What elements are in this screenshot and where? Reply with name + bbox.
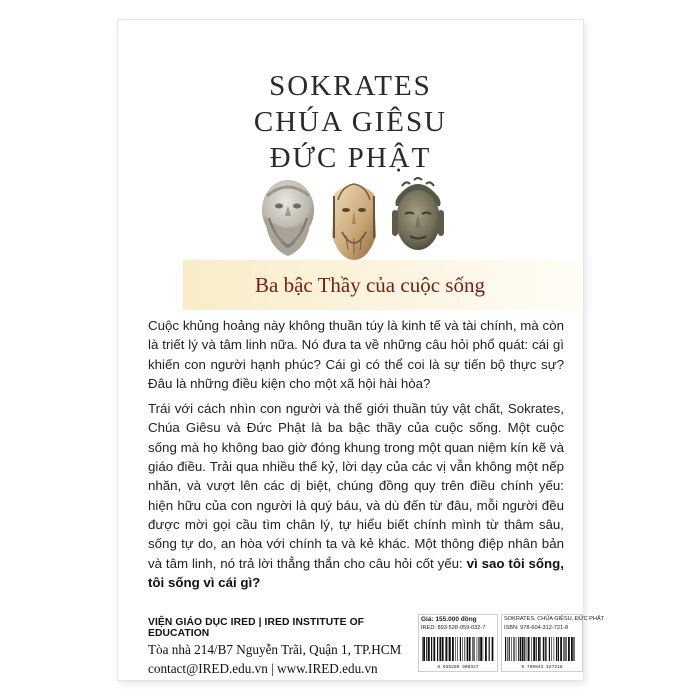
jesus-face-icon xyxy=(328,176,380,262)
barcode-right xyxy=(501,614,605,672)
buddha-head-icon xyxy=(388,176,448,260)
back-cover xyxy=(118,20,605,680)
price-label: Giá: 155.000 đồng xyxy=(421,616,477,623)
paragraph-2-text: Trái với cách nhìn con người và thế giới thuần túy vật chất, Sokrates, Chúa Giêsu và Đức Phật là ba bậc thầy của cuộc sống. Một cuộc sống mà họ không bao giờ đóng khung trong một quan niệm kín kẽ và giáo điều. Trải qua nhiều thế kỷ, lời dạy của các vị vẫn không một nếp nhăn, và vượt lên các dị biệt, chúng đồng quy trên điều chính yếu: hiện hữu của con người là quý báu, và dù đến từ đâu, mỗi người đều được mời gọi cầu tìm chân lý, tự hiểu biết chính mình từ thâm sâu, sống tự do, an hòa với chính ta và kẻ khác. Một thông điệp nhân bản và tâm linh, nó trả lời thẳng thắn cho câu hỏi cốt yếu: xyxy=(148,401,564,571)
subtitle-banner xyxy=(183,260,583,310)
paragraph-1: Cuộc khủng hoảng này không thuần túy là kinh tế và tài chính, mà còn là triết lý và tâm linh nữa. Nó đưa ta về những câu hỏi phổ quát: cái gì khiến con người hạnh phúc? Cái gì có thể coi là sự tiến bộ thực sự? Đâu là những điều kiện cho một xã hội hài hòa? xyxy=(148,318,564,391)
barcode-left-digits: 8 935280 900327 xyxy=(437,665,479,670)
barcode-icon xyxy=(422,637,494,661)
barcode-book-title: SOKRATES, CHÚA GIÊSU, ĐỨC PHẬT xyxy=(504,616,605,622)
barcode-right-digits: 9 786043 127218 xyxy=(521,665,563,670)
publisher-contact: contact@IRED.edu.vn | www.IRED.edu.vn xyxy=(148,661,378,676)
paragraph-2-bold: vì sao tôi sống, tôi sống vì cái gì? xyxy=(148,555,564,590)
title-line-1: SOKRATES xyxy=(269,70,432,102)
description xyxy=(148,316,564,598)
isbn-label: ISBN: 978-604-312-721-8 xyxy=(504,625,569,631)
subtitle: Ba bậc Thầy của cuộc sống xyxy=(255,273,485,297)
publisher-address: Tòa nhà 214/B7 Nguyễn Trãi, Quận 1, TP.HCM xyxy=(148,642,402,657)
publisher-name: VIỆN GIÁO DỤC IRED | IRED INSTITUTE OF EDUCATION xyxy=(148,617,365,639)
paragraph-2 xyxy=(148,399,564,592)
title-line-2: CHÚA GIÊSU xyxy=(253,106,448,138)
barcode-icon xyxy=(505,637,579,661)
barcode-left xyxy=(418,614,498,672)
title-line-3: ĐỨC PHẬT xyxy=(269,142,432,174)
publisher-info xyxy=(148,617,423,677)
ired-code: IRED: 893-528-059-032-7 xyxy=(421,625,486,631)
sokrates-bust-icon xyxy=(257,176,319,258)
heads-illustration xyxy=(118,176,583,272)
